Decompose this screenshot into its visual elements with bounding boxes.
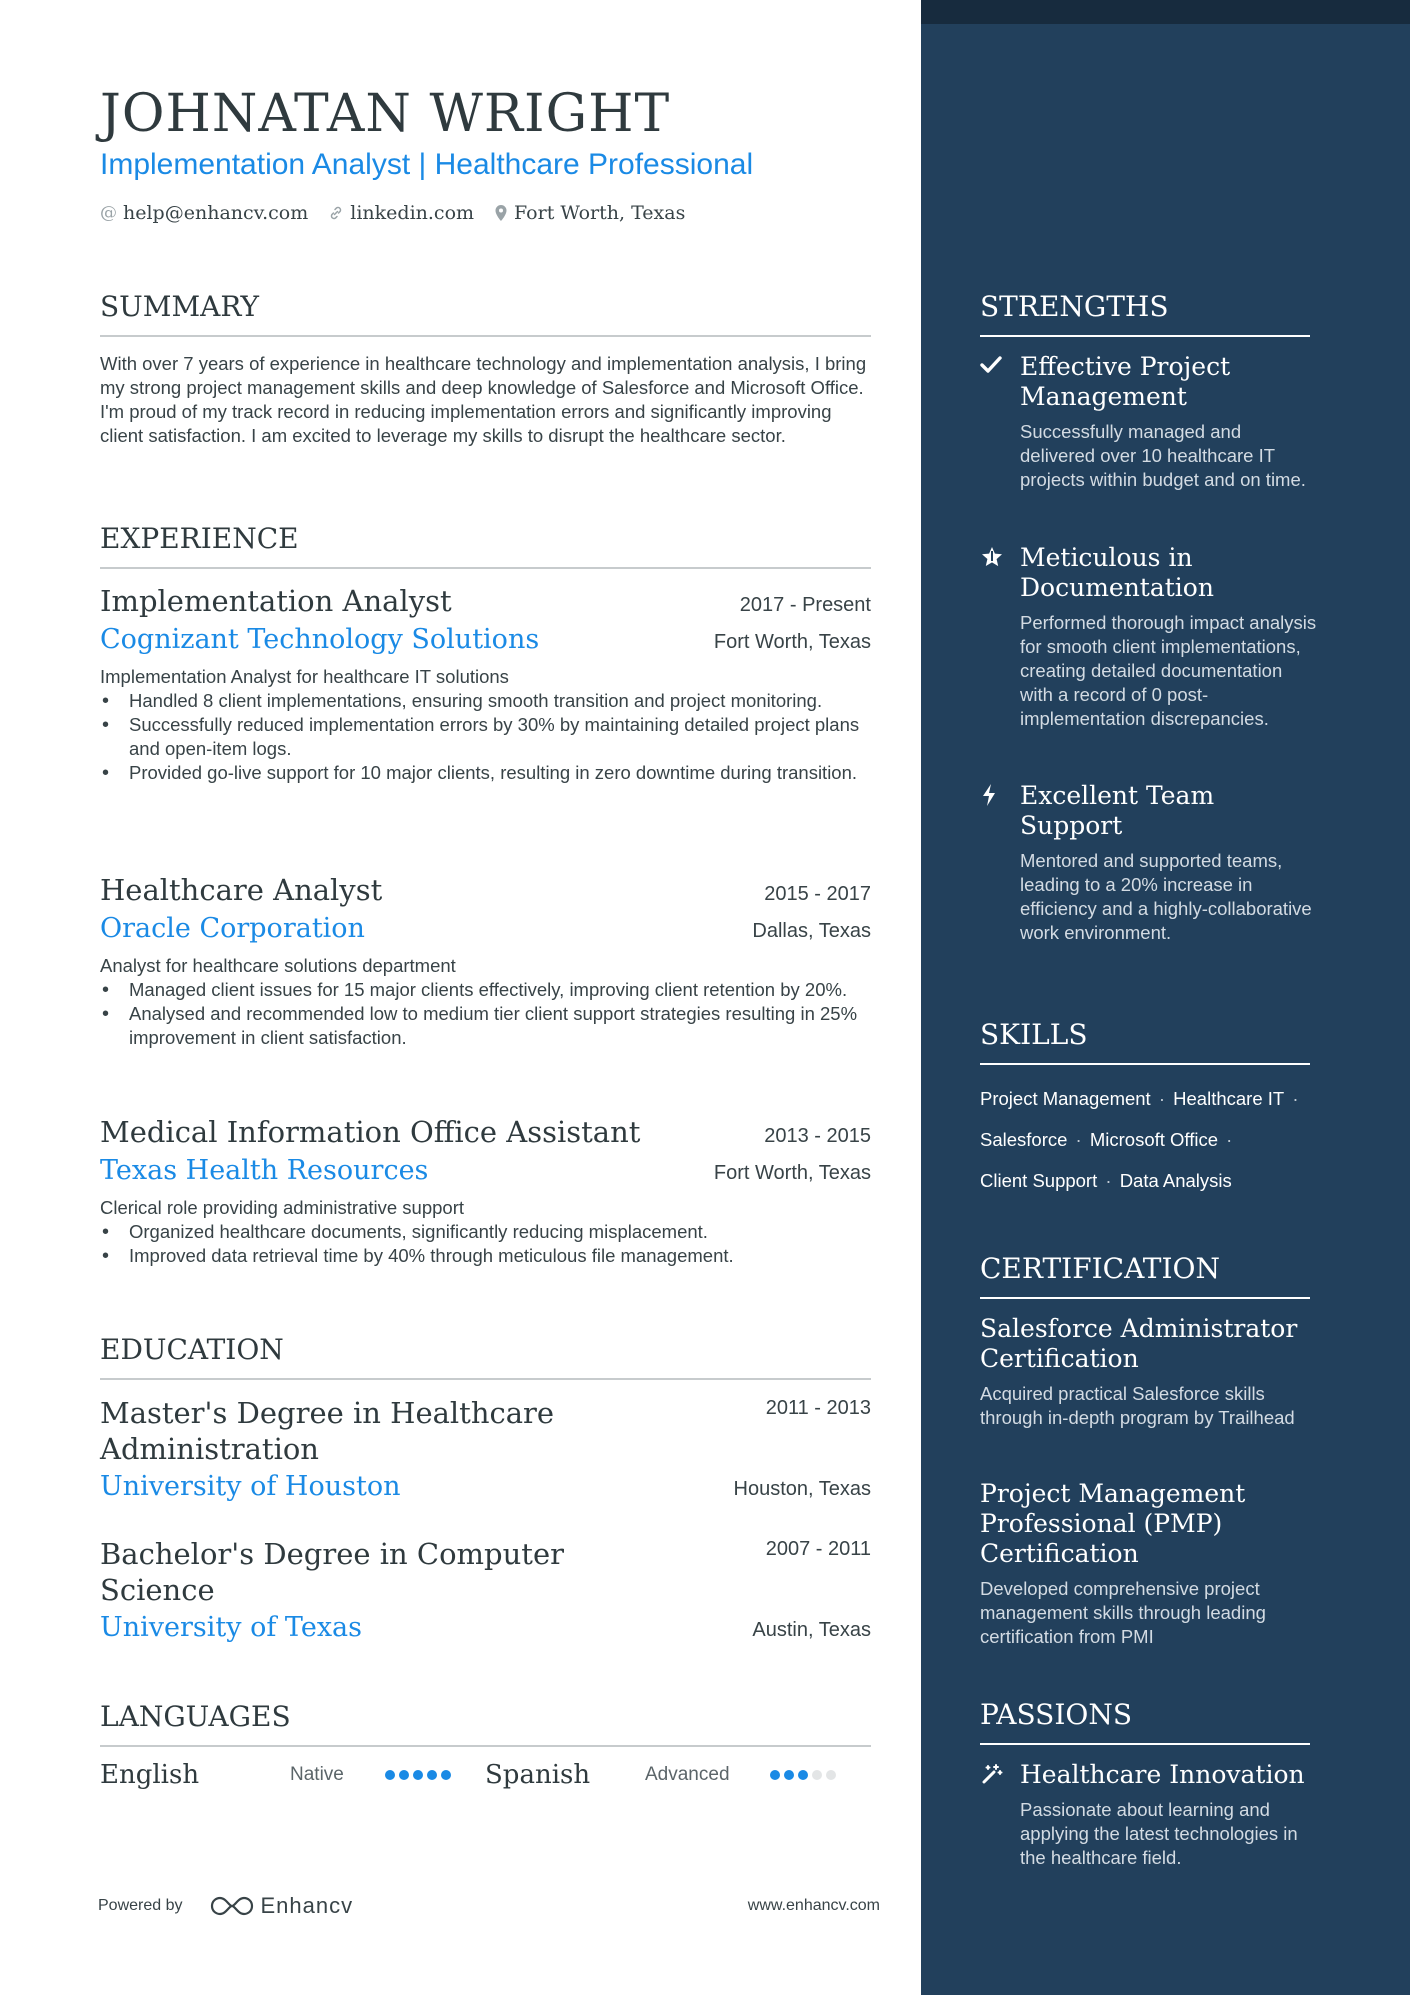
experience-heading: EXPERIENCE bbox=[100, 522, 871, 569]
skill-tag: Healthcare IT bbox=[1173, 1088, 1285, 1109]
job-bullet: • Provided go-live support for 10 major clients, resulting in zero downtime during transition. bbox=[100, 761, 871, 785]
strength-item bbox=[980, 543, 1320, 731]
star-icon bbox=[980, 543, 1020, 731]
skill-tag: Client Support bbox=[980, 1170, 1098, 1191]
strength-title: Excellent Team Support bbox=[1020, 781, 1215, 840]
certification-title: Salesforce Administrator Certification bbox=[980, 1314, 1298, 1373]
at-icon: @ bbox=[100, 203, 117, 223]
job-company: Oracle Corporation bbox=[100, 913, 365, 944]
job-bullet: • Successfully reduced implementation errors by 30% by maintaining detailed project plans and open-item logs. bbox=[100, 713, 871, 761]
certification-text: Developed comprehensive project management skills through leading certification from PMI bbox=[980, 1578, 1266, 1647]
strength-item bbox=[980, 781, 1320, 945]
proficiency-dot-filled bbox=[441, 1770, 451, 1780]
language-level: Advanced bbox=[645, 1764, 730, 1785]
job-location: Fort Worth, Texas bbox=[713, 1162, 871, 1184]
strength-text: Performed thorough impact analysis for smooth client implementations, creating detailed documentation with a record of 0 post-implementation discrepancies. bbox=[1020, 612, 1317, 729]
skill-tag: Project Management bbox=[980, 1088, 1151, 1109]
job-bullet: • Improved data retrieval time by 40% through meticulous file management. bbox=[100, 1244, 871, 1268]
job-bullet: • Managed client issues for 15 major clients effectively, improving client retention by 20%. bbox=[100, 978, 871, 1002]
proficiency-dot-filled bbox=[385, 1770, 395, 1780]
passion-text: Passionate about learning and applying the latest technologies in the healthcare field. bbox=[1020, 1799, 1298, 1868]
summary-heading: SUMMARY bbox=[100, 290, 871, 337]
enhancv-logo-icon bbox=[209, 1894, 255, 1918]
job-description: Clerical role providing administrative support bbox=[100, 1197, 464, 1218]
education-heading: EDUCATION bbox=[100, 1333, 871, 1380]
job-location: Fort Worth, Texas bbox=[713, 631, 871, 653]
skills-list: Project Management · Healthcare IT · Salesforce · Microsoft Office · Client Support · Data Analysis bbox=[980, 1088, 1299, 1191]
job-role: Implementation Analyst bbox=[100, 584, 452, 618]
job-dates: 2017 - Present bbox=[739, 594, 871, 616]
job-location: Dallas, Texas bbox=[752, 920, 871, 942]
language-item bbox=[100, 1760, 485, 1790]
job-bullets bbox=[100, 689, 871, 785]
passion-title: Healthcare Innovation bbox=[1020, 1760, 1305, 1789]
certification-text: Acquired practical Salesforce skills through in-depth program by Trailhead bbox=[980, 1383, 1295, 1428]
summary-text: With over 7 years of experience in healthcare technology and implementation analysis, I bring my strong project management skills and deep knowledge of Salesforce and Microsoft Office. I'm proud of my track record in reducing implementation errors and significantly improving client satisfaction. I am excited to leverage my skills to disrupt the healthcare sector. bbox=[100, 353, 867, 446]
school-location: Austin, Texas bbox=[752, 1619, 871, 1641]
certification-title: Project Management Professional (PMP) Certification bbox=[980, 1479, 1246, 1568]
sidebar-column bbox=[921, 0, 1410, 1995]
job-description: Implementation Analyst for healthcare IT solutions bbox=[100, 666, 509, 687]
enhancv-brand: Enhancv bbox=[260, 1893, 354, 1918]
passions-heading: PASSIONS bbox=[980, 1698, 1310, 1745]
language-item bbox=[485, 1760, 870, 1790]
passion-item bbox=[980, 1760, 1320, 1870]
job-dates: 2013 - 2015 bbox=[764, 1125, 871, 1147]
job-bullet: • Handled 8 client implementations, ensuring smooth transition and project monitoring. bbox=[100, 689, 871, 713]
lightning-bolt-icon bbox=[980, 781, 1020, 945]
footer-site-link[interactable]: www.enhancv.com bbox=[747, 1897, 880, 1914]
job-bullets bbox=[100, 1220, 871, 1268]
skill-tag: Data Analysis bbox=[1119, 1170, 1232, 1191]
experience-item bbox=[100, 1115, 871, 1268]
enhancv-logo[interactable] bbox=[209, 1893, 354, 1919]
magic-wand-icon bbox=[980, 1760, 1020, 1870]
certification-item bbox=[980, 1314, 1320, 1430]
languages-list bbox=[100, 1760, 871, 1790]
school-location: Houston, Texas bbox=[733, 1478, 871, 1500]
contact-linkedin[interactable] bbox=[328, 202, 474, 224]
strength-title: Meticulous in Documentation bbox=[1020, 543, 1214, 602]
skill-tag: Microsoft Office bbox=[1089, 1129, 1219, 1150]
strength-item bbox=[980, 352, 1320, 492]
degree-dates: 2011 - 2013 bbox=[765, 1397, 871, 1419]
languages-heading: LANGUAGES bbox=[100, 1700, 871, 1747]
linkedin-text: linkedin.com bbox=[350, 202, 475, 224]
education-item bbox=[100, 1395, 871, 1502]
proficiency-dot-filled bbox=[784, 1770, 794, 1780]
contact-info bbox=[100, 202, 705, 224]
language-level: Native bbox=[290, 1764, 344, 1785]
job-bullets bbox=[100, 978, 871, 1050]
experience-item bbox=[100, 584, 871, 785]
job-bullet: • Analysed and recommended low to medium tier client support strategies resulting in 25% improvement in client satisfaction. bbox=[100, 1002, 871, 1050]
job-description: Analyst for healthcare solutions department bbox=[100, 955, 456, 976]
contact-email[interactable] bbox=[100, 202, 308, 224]
powered-by bbox=[98, 1893, 353, 1919]
skills-heading: SKILLS bbox=[980, 1018, 1310, 1065]
footer bbox=[98, 1893, 880, 1919]
candidate-title: Implementation Analyst | Healthcare Professional bbox=[100, 148, 754, 181]
skill-tag: Salesforce bbox=[980, 1129, 1068, 1150]
powered-by-label: Powered by bbox=[98, 1897, 183, 1914]
strength-title: Effective Project Management bbox=[1020, 352, 1231, 411]
certification-heading: CERTIFICATION bbox=[980, 1252, 1310, 1299]
contact-location bbox=[494, 202, 685, 224]
location-pin-icon bbox=[494, 204, 508, 222]
job-role: Healthcare Analyst bbox=[100, 873, 383, 907]
job-role: Medical Information Office Assistant bbox=[100, 1115, 641, 1149]
strength-text: Mentored and supported teams, leading to a 20% increase in efficiency and a highly-collaborative work environment. bbox=[1020, 850, 1312, 943]
email-text: help@enhancv.com bbox=[123, 202, 309, 224]
education-item bbox=[100, 1536, 871, 1643]
language-name: English bbox=[100, 1760, 200, 1790]
proficiency-dot-filled bbox=[798, 1770, 808, 1780]
school-name: University of Houston bbox=[100, 1471, 401, 1502]
location-text: Fort Worth, Texas bbox=[514, 202, 686, 224]
strengths-heading: STRENGTHS bbox=[980, 290, 1310, 337]
proficiency-dot-filled bbox=[413, 1770, 423, 1780]
degree-name: Master's Degree in Healthcare Administration bbox=[100, 1396, 555, 1466]
school-name: University of Texas bbox=[100, 1612, 362, 1643]
experience-item bbox=[100, 873, 871, 1050]
proficiency-dot-empty bbox=[812, 1770, 822, 1780]
job-company: Cognizant Technology Solutions bbox=[100, 624, 540, 655]
certification-item bbox=[980, 1479, 1320, 1649]
proficiency-dot-empty bbox=[826, 1770, 836, 1780]
strength-text: Successfully managed and delivered over 10 healthcare IT projects within budget and on time. bbox=[1020, 421, 1306, 490]
proficiency-dot-filled bbox=[427, 1770, 437, 1780]
proficiency-dots bbox=[770, 1770, 836, 1780]
proficiency-dot-filled bbox=[770, 1770, 780, 1780]
job-bullet: • Organized healthcare documents, significantly reducing misplacement. bbox=[100, 1220, 871, 1244]
proficiency-dots bbox=[385, 1770, 451, 1780]
degree-dates: 2007 - 2011 bbox=[765, 1538, 871, 1560]
degree-name: Bachelor's Degree in Computer Science bbox=[100, 1537, 564, 1607]
job-dates: 2015 - 2017 bbox=[764, 883, 871, 905]
job-company: Texas Health Resources bbox=[100, 1155, 429, 1186]
candidate-name: JOHNATAN WRIGHT bbox=[100, 84, 671, 144]
checkmark-icon bbox=[980, 352, 1020, 492]
link-icon bbox=[328, 205, 344, 221]
proficiency-dot-filled bbox=[399, 1770, 409, 1780]
sidebar-top-bar bbox=[921, 0, 1410, 24]
language-name: Spanish bbox=[485, 1760, 591, 1790]
